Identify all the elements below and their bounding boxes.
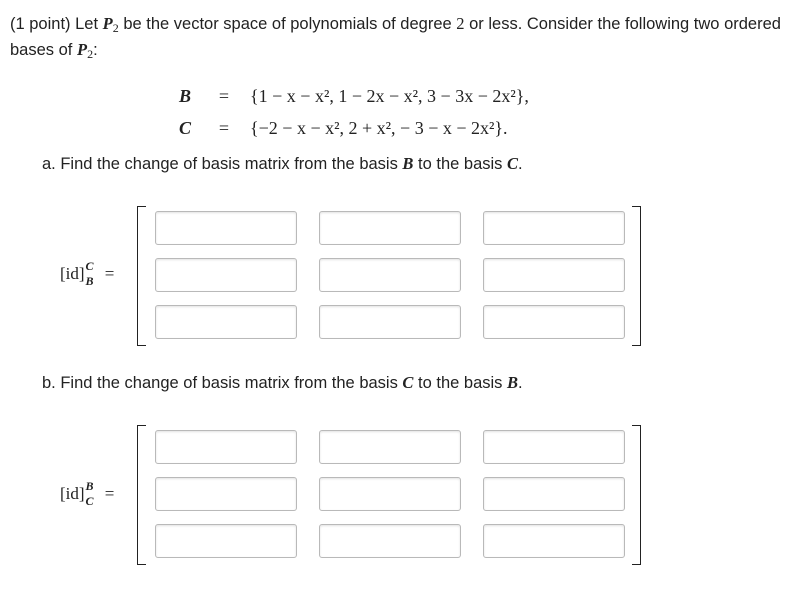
matrix-a-label-sub: B (85, 274, 94, 289)
part-a-to: C (507, 154, 519, 173)
problem-statement (10, 11, 790, 63)
matrix-b-cell-3-1[interactable] (155, 524, 297, 558)
matrix-b-label-sub: C (85, 494, 94, 509)
matrix-a-right-bracket (632, 206, 641, 346)
bases-definition (172, 80, 529, 144)
part-a-question (42, 154, 523, 174)
basis-b-symbol: B (178, 85, 191, 106)
basis-b-row (172, 80, 529, 112)
matrix-a-cell-2-1[interactable] (155, 258, 297, 292)
matrix-b-cell-3-2[interactable] (319, 524, 461, 558)
part-a-end: . (518, 155, 523, 173)
matrix-a-cell-1-1[interactable] (155, 211, 297, 245)
matrix-a-cell-2-3[interactable] (483, 258, 625, 292)
matrix-b-cell-1-2[interactable] (319, 430, 461, 464)
matrix-b-cell-2-1[interactable] (155, 477, 297, 511)
matrix-a-label (60, 259, 115, 289)
matrix-b-label-main: [id] (60, 484, 85, 503)
part-b-text: b. Find the change of basis matrix from the basis (42, 374, 403, 392)
matrix-b-left-bracket (137, 425, 146, 565)
intro-text-c: or less. Consider the following two ordered bases of (10, 15, 781, 59)
part-b-end: . (518, 374, 523, 392)
basis-c-row (172, 112, 529, 144)
part-b-from: C (402, 373, 414, 392)
part-a-from: B (402, 154, 414, 173)
matrix-b-cell-2-3[interactable] (483, 477, 625, 511)
basis-c-symbol: C (178, 117, 191, 138)
basis-c-set: {−2 − x − x², 2 + x², − 3 − x − 2x²}. (250, 117, 508, 138)
points-label: (1 point) (10, 15, 71, 33)
intro-text-a: Let (70, 15, 103, 33)
space-symbol-2: P (76, 40, 88, 59)
matrix-b-label-equals: = (100, 484, 115, 503)
part-a-mid: to the basis (413, 155, 507, 173)
matrix-a-label-scripts (85, 259, 101, 289)
space-index-2: 2 (87, 47, 94, 61)
space-index: 2 (112, 21, 119, 35)
matrix-a-label-main: [id] (60, 264, 85, 283)
part-b-question (42, 373, 523, 393)
matrix-b-cell-1-3[interactable] (483, 430, 625, 464)
matrix-a-cell-1-2[interactable] (319, 211, 461, 245)
space-symbol: P (102, 14, 113, 33)
matrix-b-label (60, 479, 115, 509)
intro-text-d: : (93, 41, 98, 59)
matrix-a-left-bracket (137, 206, 146, 346)
basis-b-equals: = (218, 85, 230, 106)
matrix-a-cell-1-3[interactable] (483, 211, 625, 245)
matrix-b-cell-3-3[interactable] (483, 524, 625, 558)
matrix-b-label-scripts (85, 479, 101, 509)
matrix-b-cell-2-2[interactable] (319, 477, 461, 511)
part-a-text: a. Find the change of basis matrix from the basis (42, 155, 403, 173)
basis-c-equals: = (218, 117, 230, 138)
matrix-a-cell-3-3[interactable] (483, 305, 625, 339)
matrix-a-cell-2-2[interactable] (319, 258, 461, 292)
matrix-a-cell-3-2[interactable] (319, 305, 461, 339)
degree-value: 2 (456, 14, 465, 33)
matrix-b-cell-1-1[interactable] (155, 430, 297, 464)
matrix-b-right-bracket (632, 425, 641, 565)
matrix-a-cell-3-1[interactable] (155, 305, 297, 339)
part-b-mid: to the basis (413, 374, 507, 392)
part-b-to: B (507, 373, 519, 392)
matrix-a-label-sup: C (85, 259, 94, 274)
matrix-b-label-sup: B (85, 479, 94, 494)
basis-b-set: {1 − x − x², 1 − 2x − x², 3 − 3x − 2x²}, (250, 85, 529, 106)
matrix-a-label-equals: = (100, 264, 115, 283)
intro-text-b: be the vector space of polynomials of degree (118, 15, 457, 33)
